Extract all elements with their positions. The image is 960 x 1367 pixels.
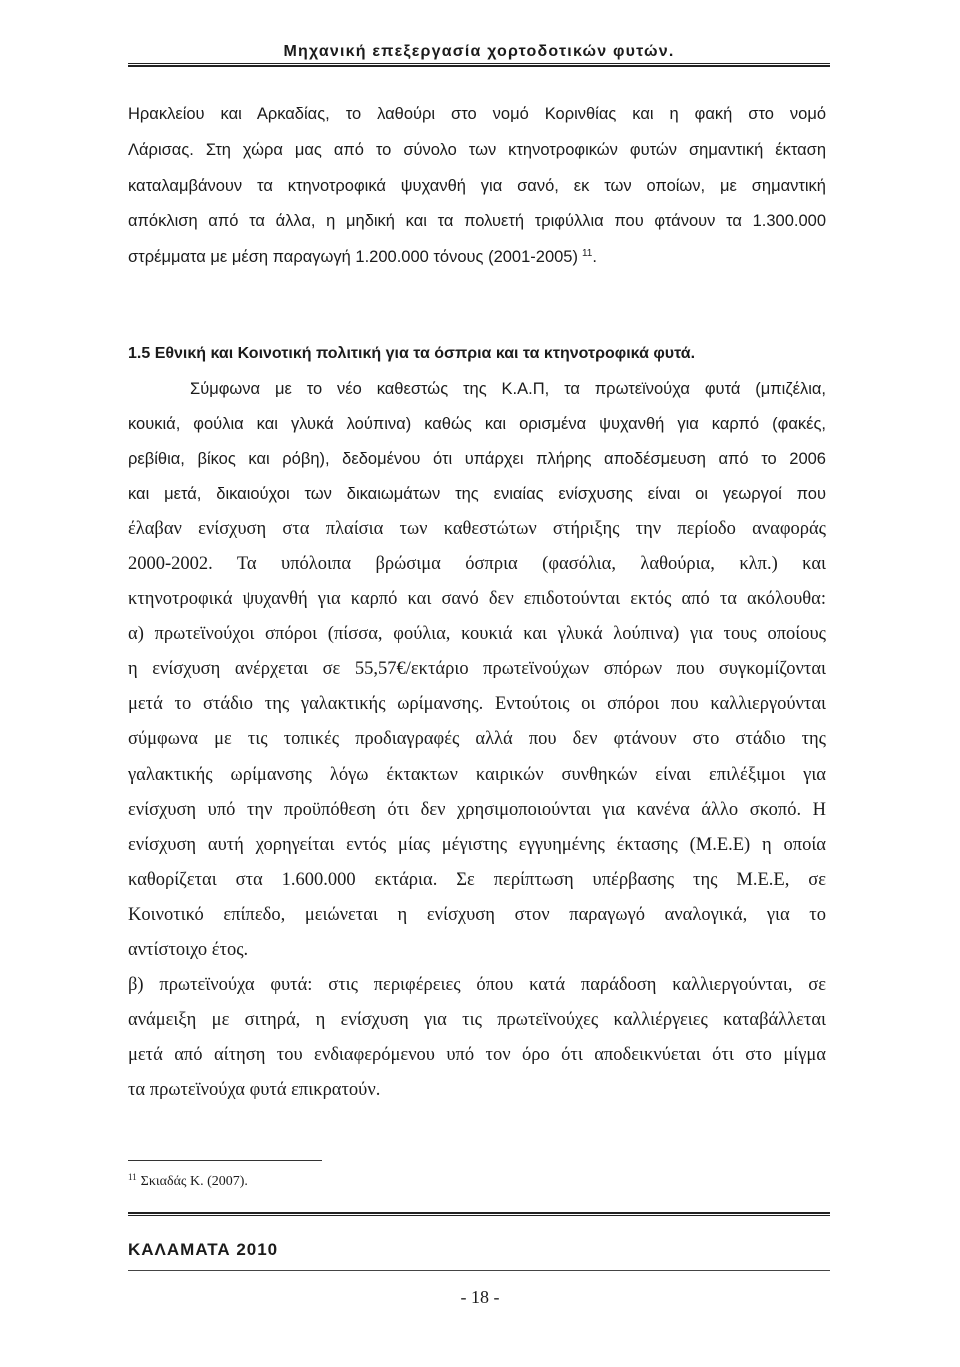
paragraph-line: καταλαμβάνουν τα κτηνοτροφικά ψυχανθή για σανό, εκ των οποίων, με σημαντική <box>128 176 826 195</box>
paragraph-line: 2000-2002. Τα υπόλοιπα βρώσιμα όσπρια (φασόλια, λαθούρια, κλπ.) και <box>128 553 826 574</box>
paragraph-line: απόκλιση από τα άλλα, η μηδική και τα πολυετή τριφύλλια που φτάνουν τα 1.300.000 <box>128 212 826 231</box>
paragraph-line: κτηνοτροφικά ψυχανθή για καρπό και σανό δεν επιδοτούνται εκτός από τα ακόλουθα: <box>128 589 826 610</box>
intro-paragraph <box>128 97 826 276</box>
footer-location-year: ΚΑΛΑΜΑΤΑ 2010 <box>128 1240 279 1259</box>
paragraph-line: Σύμφωνα με το νέο καθεστώς της Κ.Α.Π, τα πρωτεϊνούχα φυτά (μπιζέλια, <box>190 379 826 398</box>
paragraph-line: σύμφωνα με τις τοπικές προδιαγραφές αλλά που δεν φτάνουν στο στάδιο της <box>128 729 826 750</box>
footnote-text: Σκιαδάς Κ. (2007). <box>140 1174 248 1189</box>
header-rule <box>128 63 830 67</box>
paragraph-line: τα πρωτεϊνούχα φυτά επικρατούν. <box>128 1080 381 1101</box>
header-title: Μηχανική επεξεργασία χορτοδοτικών φυτών. <box>283 43 675 60</box>
footnote-marker: 11 <box>128 1172 137 1182</box>
paragraph-line: αντίστοιχο έτος. <box>128 940 249 960</box>
paragraph-line: ανάμειξη με σιτηρά, η ενίσχυση για τις πρωτεϊνούχες καλλιέργειες καταβάλλεται <box>128 1010 826 1031</box>
paragraph-line: καθορίζεται στα 1.600.000 εκτάρια. Σε περίπτωση υπέρβασης της Μ.Ε.Ε, σε <box>128 869 826 890</box>
list-item-line: β) πρωτεϊνούχα φυτά: στις περιφέρειες όπου κατά παράδοση καλλιεργούνται, σε <box>128 975 826 996</box>
paragraph-line: ρεβίθια, βίκος και ρόβη), δεδομένου ότι υπάρχει πλήρης αποδέσμευση από το 2006 <box>128 449 826 468</box>
paragraph-line: Κοινοτικό επίπεδο, μειώνεται η ενίσχυση στον παραγωγό αναλογικά, για το <box>128 904 826 925</box>
section-paragraph <box>128 372 826 1109</box>
footnote-reference: 11 <box>581 248 593 259</box>
paragraph-line: Λάρισας. Στη χώρα μας από το σύνολο των κτηνοτροφικών φυτών σημαντική έκταση <box>128 140 826 159</box>
paragraph-line: η ενίσχυση ανέρχεται σε 55,57€/εκτάριο πρωτεϊνούχων σπόρων που συγκομίζονται <box>128 659 826 680</box>
page-number: - 18 - <box>460 1287 500 1307</box>
paragraph-line: μετά το στάδιο της γαλακτικής ωρίμανσης. Εντούτοις οι σπόροι που καλλιεργούνται <box>128 694 826 715</box>
footnote <box>128 1172 248 1192</box>
section-heading: 1.5 Εθνική και Κοινοτική πολιτική για τα όσπρια και τα κτηνοτροφικά φυτά. <box>128 345 696 362</box>
paragraph-line: Ηρακλείου και Αρκαδίας, το λαθούρι στο νομό Κορινθίας και η φακή στο νομό <box>128 105 826 123</box>
paragraph-line: έλαβαν ενίσχυση στα πλαίσια των καθεστώτων στήριξης την περίοδο αναφοράς <box>128 518 826 539</box>
paragraph-line: μετά από αίτηση του ενδιαφερόμενου υπό τον όρο ότι αποδεικνύεται ότι στο μίγμα <box>128 1045 826 1066</box>
footer-divider <box>128 1270 830 1271</box>
footnote-separator <box>128 1160 322 1161</box>
paragraph-line: ενίσχυση υπό την προϋπόθεση ότι δεν χρησιμοποιούνται για κανένα άλλο σκοπό. Η <box>128 799 826 820</box>
paragraph-line: ενίσχυση αυτή χορηγείται εντός μίας μέγιστης εγγυημένης έκτασης (Μ.Ε.Ε) η οποία <box>128 834 826 855</box>
paragraph-text: . <box>592 248 597 266</box>
paragraph-line: κουκιά, φούλια και γλυκά λούπινα) καθώς και ορισμένα ψυχανθή για καρπό (φακές, <box>128 414 826 433</box>
paragraph-line: και μετά, δικαιούχοι των δικαιωμάτων της ενιαίας ενίσχυσης είναι οι γεωργοί που <box>128 484 826 503</box>
footer-rule <box>128 1212 830 1216</box>
paragraph-line <box>128 240 826 276</box>
list-item-line: α) πρωτεϊνούχοι σπόροι (πίσσα, φούλια, κουκιά και γλυκά λούπινα) για τους οποίους <box>128 624 826 645</box>
paragraph-line: γαλακτικής ωρίμανσης λόγω έκτακτων καιρικών συνθηκών είναι επιλέξιμοι για <box>128 764 826 785</box>
paragraph-text: στρέμματα με μέση παραγωγή 1.200.000 τόνους (2001-2005) <box>128 248 578 266</box>
